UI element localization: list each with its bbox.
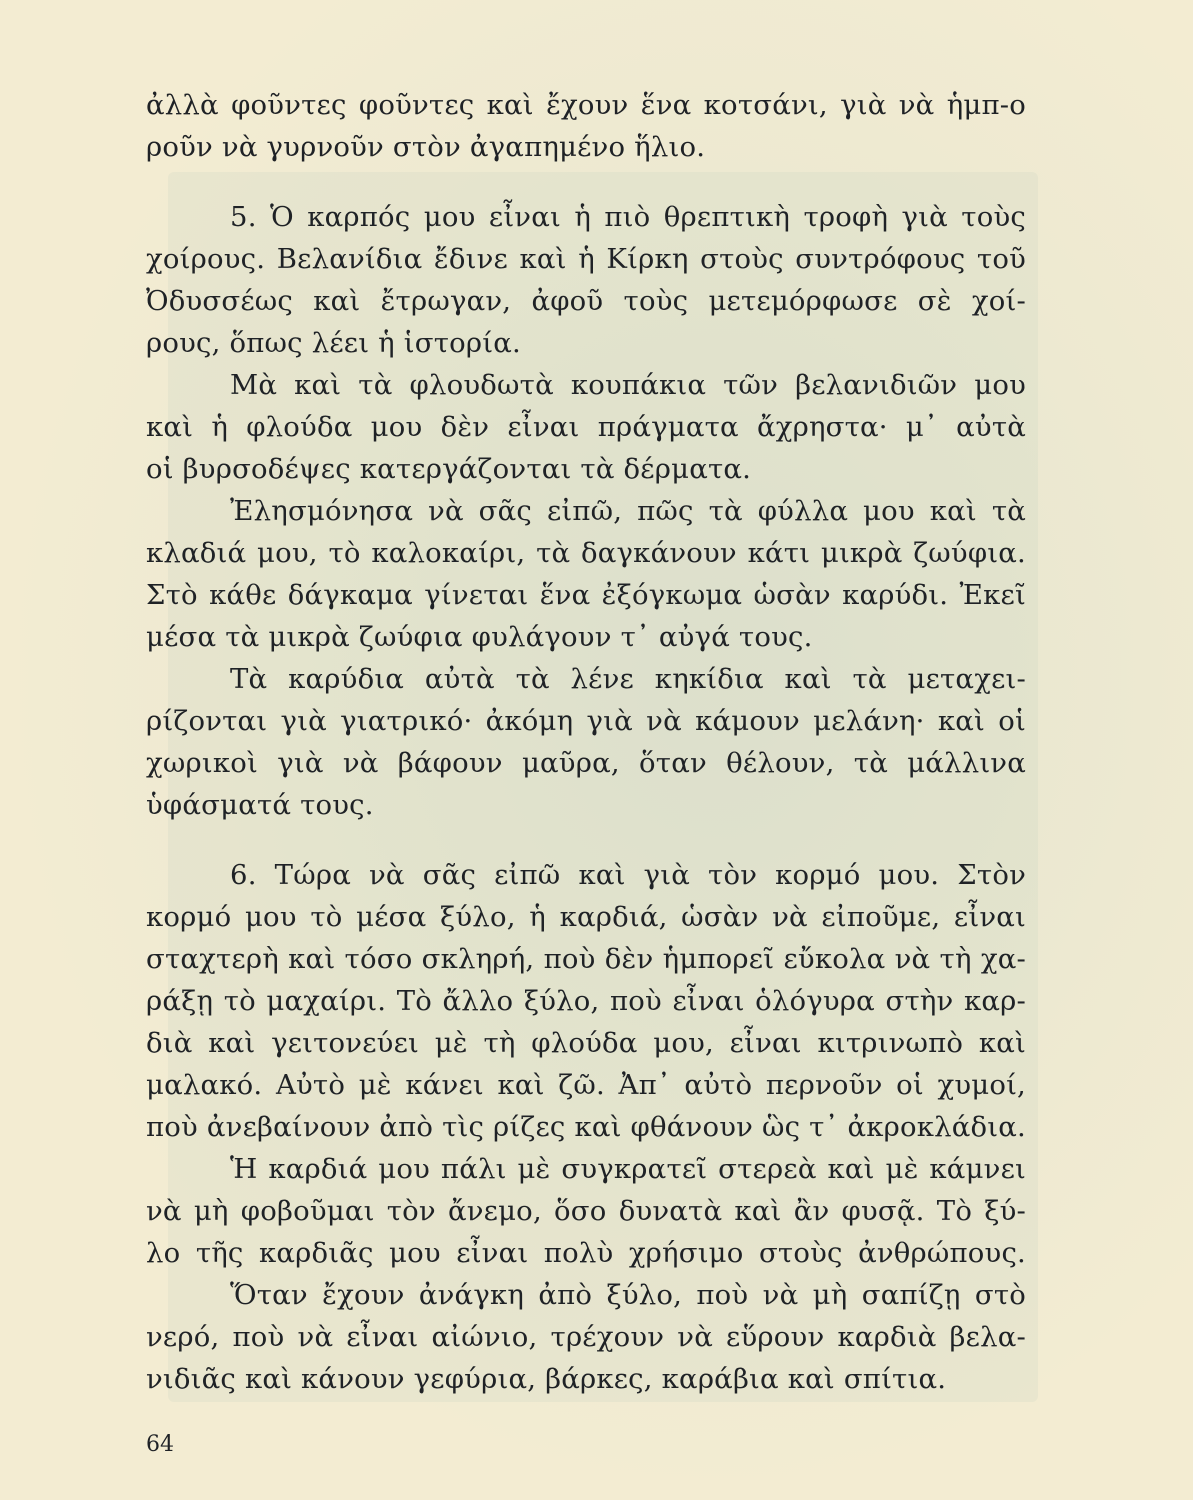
text-line: ποὺ ἀνεβαίνουν ἀπὸ τὶς ρίζες καὶ φθάνουν ὣς τ᾿ ἀκροκλάδια. (146, 1111, 1026, 1143)
text-line: 5. Ὁ καρπός μου εἶναι ἡ πιὸ θρεπτικὴ τροφὴ γιὰ τοὺς (230, 201, 1026, 233)
text-line: ἀλλὰ φοῦντες φοῦντες καὶ ἔχουν ἕνα κοτσάνι, γιὰ νὰ ἡμπ-ο (146, 89, 1026, 121)
text-line: χωρικοὶ γιὰ νὰ βάφουν μαῦρα, ὅταν θέλουν, τὰ μάλλινα (146, 747, 1026, 779)
text-line: καὶ ἡ φλούδα μου δὲν εἶναι πράγματα ἄχρηστα· μ᾿ αὐτὰ (146, 411, 1026, 443)
paragraph-7 (146, 1148, 1026, 1274)
text-line: χοίρους. Βελανίδια ἔδινε καὶ ἡ Κίρκη στοὺς συντρόφους τοῦ (146, 243, 1026, 275)
paragraph-3 (146, 364, 1026, 490)
paragraph-section-6 (146, 854, 1026, 1148)
text-line: ράξῃ τὸ μαχαίρι. Τὸ ἄλλο ξύλο, ποὺ εἶναι ὁλόγυρα στὴν καρ- (146, 985, 1026, 1017)
text-line: διὰ καὶ γειτονεύει μὲ τὴ φλούδα μου, εἶναι κιτρινωπὸ καὶ (146, 1027, 1026, 1059)
text-line: σταχτερὴ καὶ τόσο σκληρή, ποὺ δὲν ἡμπορεῖ εὔκολα νὰ τὴ χα- (146, 943, 1026, 975)
paragraph-section-5 (146, 196, 1026, 364)
text-line: κορμό μου τὸ μέσα ξύλο, ἡ καρδιά, ὡσὰν νὰ εἰποῦμε, εἶναι (146, 901, 1026, 933)
text-line: ρους, ὅπως λέει ἡ ἱστορία. (146, 327, 521, 359)
text-line: ρίζονται γιὰ γιατρικό· ἀκόμη γιὰ νὰ κάμουν μελάνη· καὶ οἱ (146, 705, 1026, 737)
text-line: Τὰ καρύδια αὐτὰ τὰ λένε κηκίδια καὶ τὰ μεταχει- (230, 663, 1026, 695)
text-line: μαλακό. Αὐτὸ μὲ κάνει καὶ ζῶ. Ἀπ᾿ αὐτὸ περνοῦν οἱ χυμοί, (146, 1069, 1026, 1101)
text-line: λο τῆς καρδιᾶς μου εἶναι πολὺ χρήσιμο στοὺς ἀνθρώπους. (146, 1237, 1026, 1269)
text-line: Ὅταν ἔχουν ἀνάγκη ἀπὸ ξύλο, ποὺ νὰ μὴ σαπίζῃ στὸ (230, 1279, 1026, 1311)
text-line: ροῦν νὰ γυρνοῦν στὸν ἀγαπημένο ἥλιο. (146, 131, 706, 163)
text-line: Ἐλησμόνησα νὰ σᾶς εἰπῶ, πῶς τὰ φύλλα μου καὶ τὰ (230, 495, 1026, 527)
text-line: νερό, ποὺ νὰ εἶναι αἰώνιο, τρέχουν νὰ εὕρουν καρδιὰ βελα- (146, 1321, 1026, 1353)
page-number: 64 (146, 1432, 174, 1457)
text-line: νιδιᾶς καὶ κάνουν γεφύρια, βάρκες, καράβια καὶ σπίτια. (146, 1363, 947, 1395)
text-line: οἱ βυρσοδέψες κατεργάζονται τὰ δέρματα. (146, 453, 752, 485)
text-line: Στὸ κάθε δάγκαμα γίνεται ἕνα ἐξόγκωμα ὡσὰν καρύδι. Ἐκεῖ (146, 579, 1026, 611)
text-line: κλαδιά μου, τὸ καλοκαίρι, τὰ δαγκάνουν κάτι μικρὰ ζωύφια. (146, 537, 1026, 569)
text-line: 6. Τώρα νὰ σᾶς εἰπῶ καὶ γιὰ τὸν κορμό μου. Στὸν (230, 859, 1026, 891)
text-line: Ἡ καρδιά μου πάλι μὲ συγκρατεῖ στερεὰ καὶ μὲ κάμνει (230, 1153, 1026, 1185)
paragraph-1 (146, 84, 1026, 168)
page-text (146, 84, 1026, 1400)
text-line: μέσα τὰ μικρὰ ζωύφια φυλάγουν τ᾿ αὐγά τους. (146, 621, 813, 653)
text-line: νὰ μὴ φοβοῦμαι τὸν ἄνεμο, ὅσο δυνατὰ καὶ ἂν φυσᾷ. Τὸ ξύ- (146, 1195, 1026, 1227)
text-line: Ὀδυσσέως καὶ ἔτρωγαν, ἀφοῦ τοὺς μετεμόρφωσε σὲ χοί- (146, 285, 1026, 317)
text-line: ὑφάσματά τους. (146, 789, 374, 821)
text-line: Μὰ καὶ τὰ φλουδωτὰ κουπάκια τῶν βελανιδιῶν μου (230, 369, 1026, 401)
paragraph-4 (146, 490, 1026, 658)
paragraph-5 (146, 658, 1026, 826)
paragraph-8 (146, 1274, 1026, 1400)
